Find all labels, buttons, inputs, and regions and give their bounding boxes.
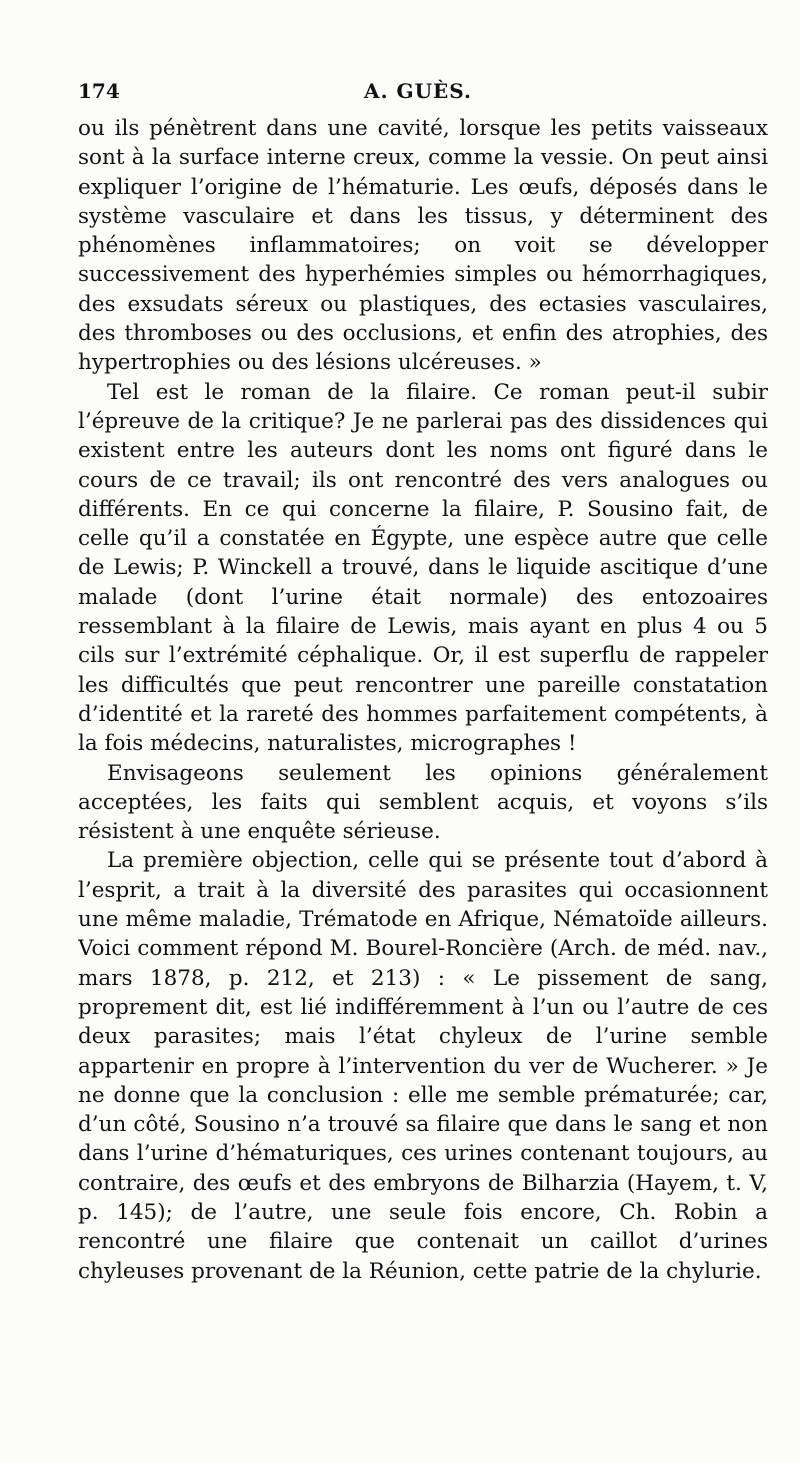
body-text bbox=[78, 114, 768, 1384]
paragraph-premiere-objection: La première objection, celle qui se présente tout d’abord à l’esprit, a trait à la diversité des parasites qui occasionnent une même maladie, Trématode en Afrique, Nématoïde ailleurs. Voici comment répond M. Bourel-Roncière (Arch. de méd. nav., mars 1878, p. 212, et 213) : « Le pissement de sang, proprement dit, est lié indifféremment à l’un ou l’autre de ces deux parasites; mais l’état chyleux de l’urine semble appartenir en propre à l’intervention du ver de Wucherer. » Je ne donne que la conclusion : elle me semble prématurée; car, d’un côté, Sousino n’a trouvé sa filaire que dans le sang et non dans l’urine d’hématuriques, ces urines contenant toujours, au contraire, des œufs et des embryons de Bilharzia (Hayem, t. V, p. 145); de l’autre, une seule fois encore, Ch. Robin a rencontré une filaire que contenait un caillot d’urines chyleuses provenant de la Réunion, cette patrie de la chylurie. bbox=[78, 848, 768, 1284]
running-head: A. GUÈS. bbox=[364, 79, 472, 103]
paragraph-continuation: ou ils pénètrent dans une cavité, lorsque les petits vaisseaux sont à la surface interne creux, comme la vessie. On peut ainsi expliquer l’origine de l’hématurie. Les œufs, déposés dans le système vasculaire et dans les tissus, y déterminent des phénomènes inflammatoires; on voit se développer successivement des hyperhémies simples ou hémorrhagiques, des exsudats séreux ou plastiques, des ectasies vasculaires, des thromboses ou des occlusions, et enfin des atrophies, des hypertrophies ou des lésions ulcéreuses. » bbox=[78, 116, 768, 376]
page-number: 174 bbox=[78, 79, 120, 103]
page-header bbox=[78, 78, 758, 104]
paragraph-envisageons: Envisageons seulement les opinions généralement acceptées, les faits qui semblent acquis, et voyons s’ils résistent à une enquête sérieuse. bbox=[78, 760, 768, 845]
paragraph-roman-de-la-filaire: Tel est le roman de la filaire. Ce roman peut-il subir l’épreuve de la critique? Je ne parlerai pas des dissidences qui existent entre les auteurs dont les noms ont figuré dans le cours de ce travail; ils ont rencontré des vers analogues ou différents. En ce qui concerne la filaire, P. Sousino fait, de celle qu’il a constatée en Égypte, une espèce autre que celle de Lewis; P. Winckell a trouvé, dans le liquide ascitique d’une malade (dont l’urine était normale) des entozoaires ressemblant à la filaire de Lewis, mais ayant en plus 4 ou 5 cils sur l’extrémité céphalique. Or, il est superflu de rappeler les difficultés que peut rencontrer une pareille constatation d’identité et la rareté des hommes parfaitement compétents, à la fois médecins, naturalistes, micrographes ! bbox=[78, 379, 768, 757]
